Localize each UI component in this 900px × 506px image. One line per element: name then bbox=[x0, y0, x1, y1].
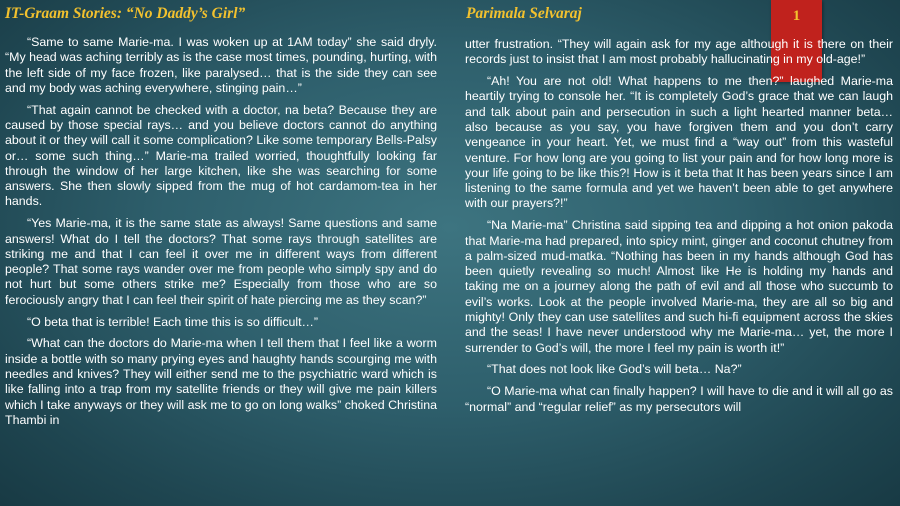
story-title: IT-Graam Stories: “No Daddy’s Girl” bbox=[5, 5, 246, 22]
page-number: 1 bbox=[792, 8, 801, 24]
paragraph: “What can the doctors do Marie-ma when I tell them that I feel like a worm inside a bottle with so many prying eyes and haughty hands scourging me with needles and knives? They will either send me to the psychiatric ward which is like falling into a trap from my satellite friends or they will give me pain killers which I take anyways or they will ask me to go on long walks” choked Christina Thambi in bbox=[5, 336, 437, 427]
paragraph: “Same to same Marie-ma. I was woken up at 1AM today” she said dryly. “My head was aching terribly as is the case most times, pounding, hurting, with the left side of my face frozen, like paralysed… that is the side they can see and my body was aching everywhere, stinging pain…” bbox=[5, 35, 437, 95]
author-name: Parimala Selvaraj bbox=[466, 5, 582, 22]
paragraph: “Na Marie-ma” Christina said sipping tea and dipping a hot onion pakoda that Marie-ma had prepared, into spicy mint, ginger and coconut chutney from a palm-sized mud-matka. “Nothing has been in my hands although God has been quietly revealing so much! Almost like He is holding my hands and taking me on a journey along the path of evil and all those who succumb to evil’s works. Look at the people involved Marie-ma, they are all so big and mighty! Only they can use satellites and such hi-fi equipment across the skies and the seas! I have never understood why me Marie-ma… yet, the more I surrender to God’s will, the more I feel my pain is worth it!” bbox=[465, 218, 893, 355]
paragraph: “Ah! You are not old! What happens to me then?” laughed Marie-ma heartily trying to console her. “It is completely God’s grace that we can laugh and talk about pain and persecution in such a light hearted manner beta… also because as you say, you have forgiven them and you don’t carry vengeance in your heart. Yet, we must find a “way out” from this wasteful venture. For how long are you going to list your pain and for how long more is your life going to be like this?! How is it beta that It has been years since I am listening to the same formula and yet we haven’t been able to get anywhere with our prayers?!” bbox=[465, 74, 893, 211]
paragraph: “That again cannot be checked with a doctor, na beta? Because they are caused by those special rays… and you believe doctors cannot do anything about it or they will call it some complication? Like some temporary Bells-Palsy or… some such thing…” Marie-ma trailed worried, thoughtfully looking far through the window of her large kitchen, like she was searching for some answers. She then slowly sipped from the mug of hot cardamom-tea in her hands. bbox=[5, 102, 437, 209]
right-text-column bbox=[465, 37, 893, 421]
paragraph: “Yes Marie-ma, it is the same state as always! Same questions and same answers! What do I tell the doctors? That some rays through satellites are striking me and that I can feel it over me in different ways from different people? That some rays wander over me from people who simply spy and do not hurt but some others strike me? Especially from those who are so ferociously angry that I can feel their spirit of hate piercing me as they scan?” bbox=[5, 216, 437, 307]
paragraph: “That does not look like God’s will beta… Na?” bbox=[487, 362, 742, 377]
paragraph: “O Marie-ma what can finally happen? I will have to die and it will all go as “normal” and “regular relief” as my persecutors will bbox=[465, 384, 893, 414]
left-text-column bbox=[5, 35, 437, 435]
paragraph: utter frustration. “They will again ask for my age although it is there on their records just to insist that I am most probably hallucinating in my old-age!” bbox=[465, 37, 893, 67]
paragraph: “O beta that is terrible! Each time this is so difficult…” bbox=[27, 314, 319, 329]
